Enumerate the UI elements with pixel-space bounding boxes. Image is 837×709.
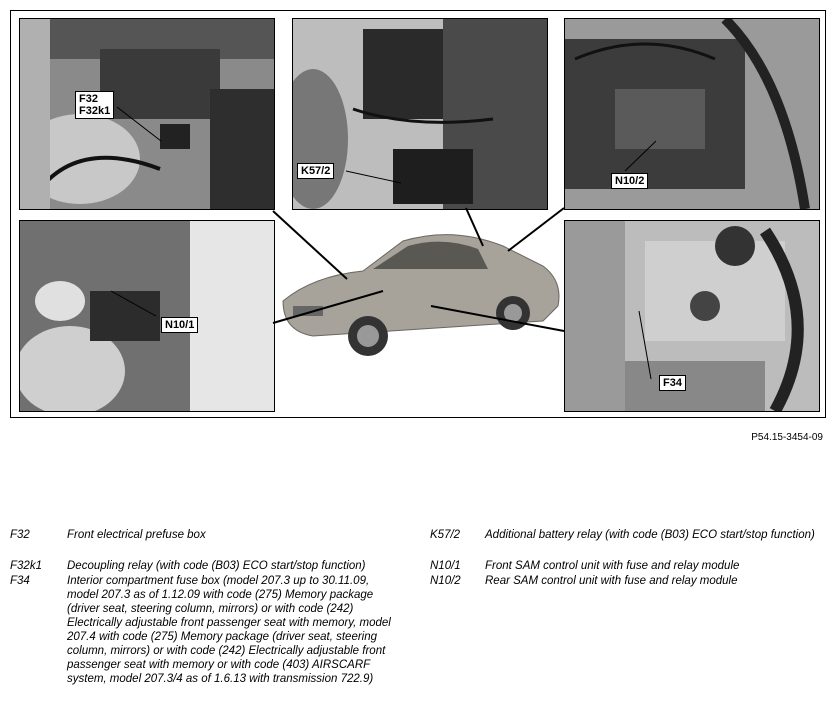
- leader-lines: [11, 11, 827, 419]
- callout-f34: F34: [659, 375, 686, 391]
- legend-item-n10-2: N10/2 Rear SAM control unit with fuse and relay module: [430, 575, 738, 587]
- callout-n10-2: N10/2: [611, 173, 648, 189]
- legend-item-f32: F32 Front electrical prefuse box: [10, 529, 206, 541]
- legend-item-n10-1: N10/1 Front SAM control unit with fuse and relay module: [430, 560, 740, 572]
- legend-item-f32k1: F32k1 Decoupling relay (with code (B03) ECO start/stop function): [10, 560, 366, 572]
- callout-f32: F32 F32k1: [75, 91, 114, 119]
- figure-reference: P54.15-3454-09: [751, 432, 823, 443]
- component-location-figure: [10, 10, 826, 418]
- legend-item-k57-2: K57/2 Additional battery relay (with code (B03) ECO start/stop function): [430, 529, 815, 541]
- callout-n10-1: N10/1: [161, 317, 198, 333]
- legend-item-f34: F34 Interior compartment fuse box (model 207.3 up to 30.11.09, model 207.3 as of 1.12.09 with code (275) Memory package (driver seat, steering column, mirrors) or with code (242) Electrically adjustable front passenger seat with memory, model 207.4 with code (275) Memory package (driver seat, steering column, mirrors) or with code (242) Electrically adjustable front passenger seat with memory or with code (403) AIRSCARF system, model 207.3/4 as of 1.6.13 with transmission 722.9): [10, 575, 391, 685]
- callout-k57-2: K57/2: [297, 163, 334, 179]
